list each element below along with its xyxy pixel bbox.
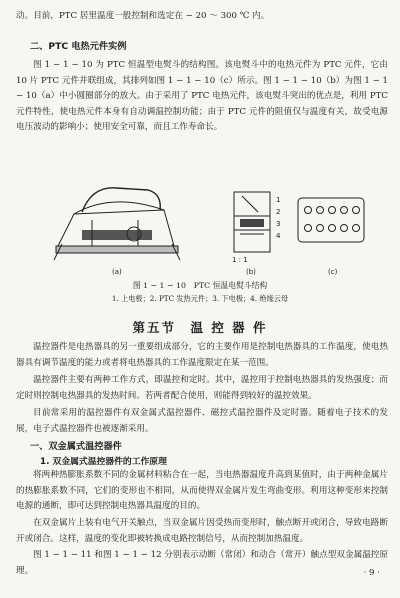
- paragraph-bimetal-contacts: 在双金属片上装有电气开关触点，当双金属片因受热而变形时，触点断开或闭合，导致电路断开或闭合。这样，温度的变化即被转换成电路控制信号，从而控制加热温度。: [16, 518, 388, 544]
- paragraph-ptc-iron: 图 1 − 1 − 10 为 PTC 恒温型电熨斗的结构图。该电熨斗中的电热元件为 PTC 元件，它由 10 片 PTC 元件并联组成，其排列如图 1 − 1 − 10（c）所示。图 1 − 1 − 10（b）为图 1 − 1 − 10（a）中小圆圈部分的放大。由于采用了 PTC 电热元件，该电熨斗突出的优点是，利用 PTC 元件特性，使电热元件本身有自动调温控制功能；由于 PTC 元件的阻值仅与温度有关，故受电源电压波动的影响小；使用安全可靠，而且工作寿命长。: [16, 60, 388, 133]
- heading-bimetal-principle: 1. 双金属式温控器件的工作原理: [40, 457, 167, 467]
- figure-label-a: (a): [112, 268, 122, 276]
- paragraph-device-types: 目前常采用的温控器件有双金属式温控器件、磁控式温控器件及定时器。随着电子技术的发展，电子式温控器件也被逐渐采用。: [16, 408, 388, 434]
- callout-1: 1: [276, 196, 281, 204]
- figure-legend: 1. 上电极；2. PTC 发热元件；3. 下电极；4. 绝缘云母: [111, 294, 289, 303]
- callout-2: 2: [276, 208, 281, 216]
- paragraph-temp-control-intro: 温控器件是电热器具的另一重要组成部分，它的主要作用是控制电热器具的工作温度，使电热器具有调节温度的能力或者将电热器具的工作温度限定在某一范围。: [16, 342, 388, 368]
- paragraph-figure-reference: 图 1 − 1 − 11 和图 1 − 1 − 12 分别表示动断（常闭）和动合（常开）触点型双金属温控原理。: [16, 550, 388, 576]
- ptc-arrangement-drawing: [296, 196, 366, 246]
- figure-label-b: (b): [246, 268, 256, 276]
- paragraph-work-modes: 温控器件主要有两种工作方式，即温控和定时。其中，温控用于控制电热器具的发热强度；而定时则控制电热器具的发热时间。若两者配合使用，则能得到较好的温控效果。: [16, 375, 388, 401]
- callout-4: 4: [276, 232, 281, 240]
- paragraph-bimetal-principle: 将两种热膨胀系数不同的金属材料粘合在一起，当电热器温度升高到某值时，由于两种金属片的热膨胀系数不同，它们的变形也不相同，从而使得双金属片发生弯曲变形。利用这种变形来控制电源的通断，即可达到控制电热器具温度的目的。: [16, 470, 388, 512]
- figure-label-c: (c): [328, 268, 338, 276]
- iron-structure-drawing: [52, 184, 182, 266]
- paragraph-ptc-curie-range: 动。目前，PTC 居里温度一般控制和选定在 − 20 ～ 300 ℃ 内。: [16, 11, 270, 21]
- enlarged-detail-drawing: [228, 188, 276, 258]
- heading-bimetal: 一、双金属式温控器件: [30, 441, 122, 452]
- callout-3: 3: [276, 220, 281, 228]
- heading-ptc-example: 二、PTC 电热元件实例: [30, 41, 127, 52]
- figure-caption: 图 1 − 1 − 10 PTC 恒温电熨斗结构: [132, 281, 268, 290]
- page-number: · 9 ·: [363, 568, 380, 578]
- zoom-note: 1 : 1: [232, 256, 248, 264]
- section-title: 第五节 温 控 器 件: [132, 320, 268, 335]
